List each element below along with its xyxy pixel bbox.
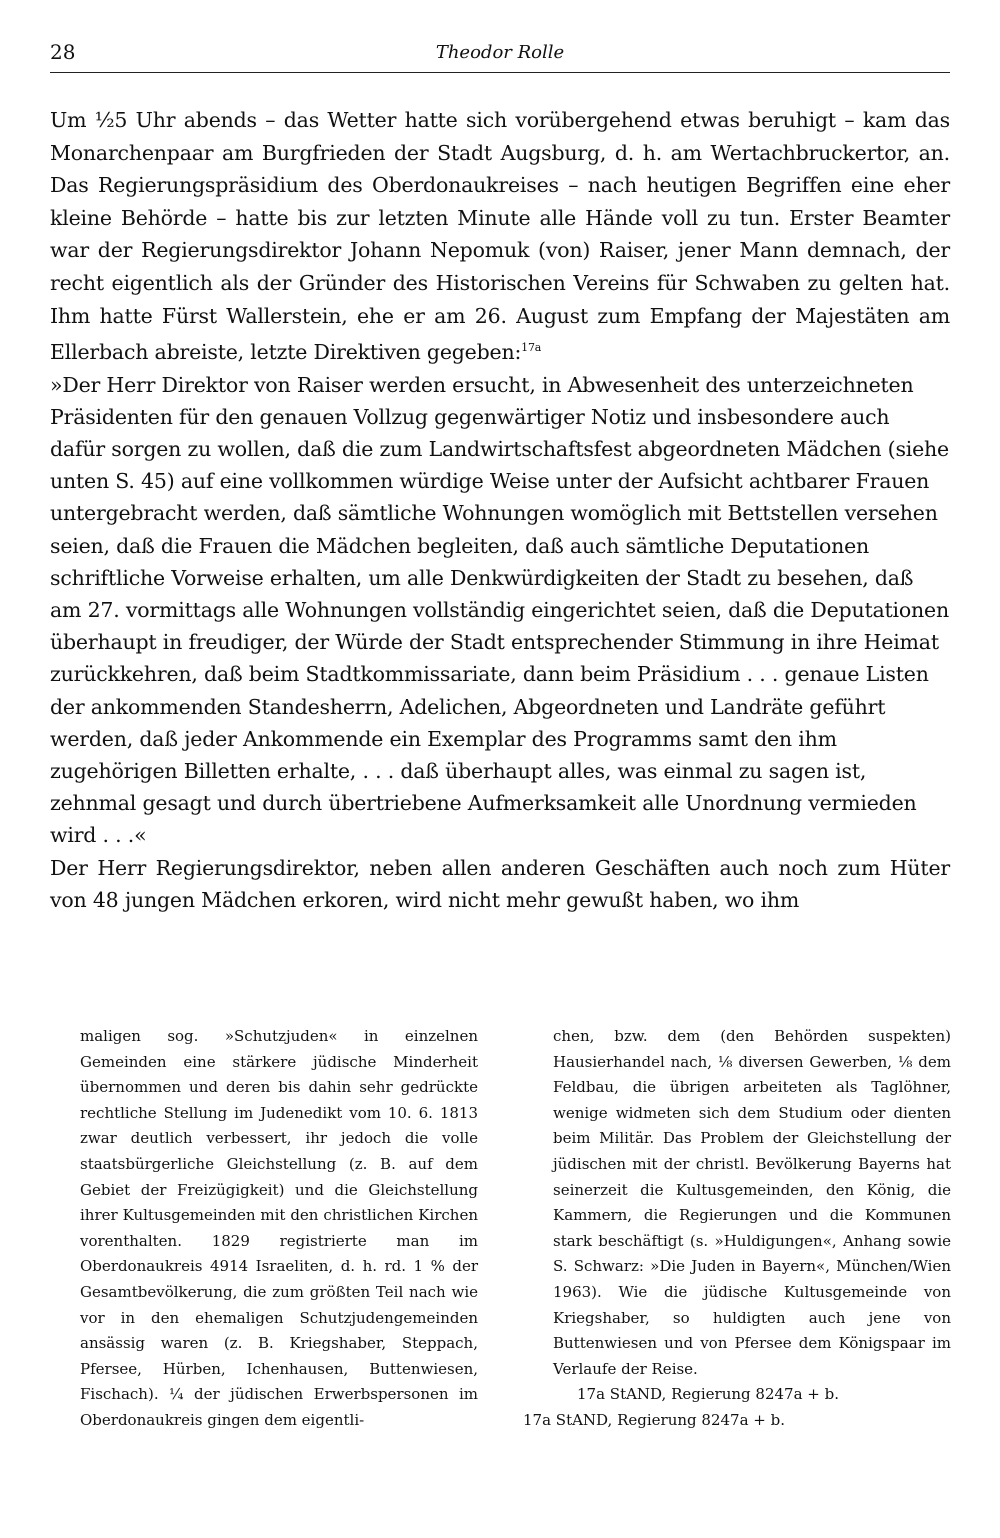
footnote-column-left: [80, 1024, 478, 1434]
page-number: 28: [50, 40, 76, 64]
paragraph-1: [50, 104, 950, 369]
paragraph-2: Der Herr Regierungsdirektor, neben allen anderen Geschäften auch noch zum Hüter von 48 jungen Mädchen erkoren, wird nicht mehr gewußt haben, wo ihm: [50, 855, 950, 913]
main-text: [50, 104, 950, 917]
block-quote: »Der Herr Direktor von Raiser werden ersucht, in Abwesenheit des unterzeichneten Präsidenten für den genauen Vollzug gegenwärtiger Notiz und insbesondere auch dafür sorgen zu wollen, daß die zum Landwirtschaftsfest abgeordneten Mädchen (siehe unten S. 45) auf eine vollkommen würdige Weise unter der Aufsicht achtbarer Frauen untergebracht werden, daß sämtliche Wohnungen womöglich mit Bettstellen versehen seien, daß die Frauen die Mädchen begleiten, daß auch sämtliche Deputationen schriftliche Vorweise erhalten, um alle Denkwürdigkeiten der Stadt zu besehen, daß am 27. vormittags alle Wohnungen vollständig eingerichtet seien, daß die Deputationen überhaupt in freudiger, der Würde der Stadt entsprechender Stimmung in ihre Heimat zurückkehren, daß beim Stadtkommissariate, dann beim Präsidium . . . genaue Listen der ankommenden Standesherrn, Adelichen, Abgeordneten und Landräte geführt werden, daß jeder Ankommende ein Exemplar des Programms samt den ihm zugehörigen Billetten erhalte, . . . daß überhaupt alles, was einmal zu sagen ist, zehnmal gesagt und durch übertriebene Aufmerksamkeit alle Unordnung vermieden wird . . .«: [50, 372, 949, 848]
footnote-ref-2: 17a StAND, Regierung 8247a + b.: [523, 1410, 785, 1429]
footnote-marker: 17a: [521, 341, 542, 355]
footnote-column-right: [523, 1024, 951, 1434]
footnote-left-text: maligen sog. »Schutzjuden« in einzelnen Gemeinden eine stärkere jüdische Minderheit übernommen und deren bis dahin sehr gedrückte rechtliche Stellung im Judenedikt vom 10. 6. 1813 zwar deutlich verbessert, ihr jedoch die volle staatsbürgerliche Gleichstellung (z. B. auf dem Gebiet der Freizügigkeit) und die Gleichstellung ihrer Kultusgemeinden mit den christlichen Kirchen vorenthalten. 1829 registrierte man im Oberdonaukreis 4914 Israeliten, d. h. rd. 1 % der Gesamtbevölkerung, die zum größten Teil nach wie vor in den ehemaligen Schutzjudengemeinden ansässig waren (z. B. Kriegshaber, Steppach, Pfersee, Hürben, Ichenhausen, Buttenwiesen, Fischach). ¼ der jüdischen Erwerbspersonen im Oberdonaukreis gingen dem eigentli-: [80, 1027, 478, 1429]
page-header: [50, 38, 950, 73]
footnote-right-text: chen, bzw. dem (den Behörden suspekten) Hausierhandel nach, ⅛ diversen Gewerben, ⅛ dem Feldbau, die übrigen arbeiteten als Taglöhner, wenige widmeten sich dem Studium oder dienten beim Militär. Das Problem der Gleichstellung der jüdischen mit der christl. Bevölkerung Bayerns hat seinerzeit die Kultusgemeinden, den König, die Kammern, die Regierungen und die Kommunen stark beschäftigt (s. »Huldigungen«, Anhang sowie S. Schwarz: »Die Juden in Bayern«, München/Wien 1963). Wie die jüdische Kultusgemeinde von Kriegshaber, so huldigten auch jene von Buttenwiesen und von Pfersee dem Königspaar im Verlaufe der Reise.: [553, 1027, 951, 1378]
paragraph-1-text: Um ½5 Uhr abends – das Wetter hatte sich vorübergehend etwas beruhigt – kam das Monarchenpaar am Burgfrieden der Stadt Augsburg, d. h. am Wertachbruckertor, an. Das Regierungspräsidium des Oberdonaukreises – nach heutigen Begriffen eine eher kleine Behörde – hatte bis zur letzten Minute alle Hände voll zu tun. Erster Beamter war der Regierungsdirektor Johann Nepomuk (von) Raiser, jener Mann demnach, der recht eigentlich als der Gründer des Historischen Vereins für Schwaben zu gelten hat. Ihm hatte Fürst Wallerstein, ehe er am 26. August zum Empfang der Majestäten am Ellerbach abreiste, letzte Direktiven gegeben:: [50, 108, 950, 364]
running-head: Theodor Rolle: [435, 42, 565, 63]
footnote-ref-1: 17a StAND, Regierung 8247a + b.: [577, 1385, 839, 1404]
